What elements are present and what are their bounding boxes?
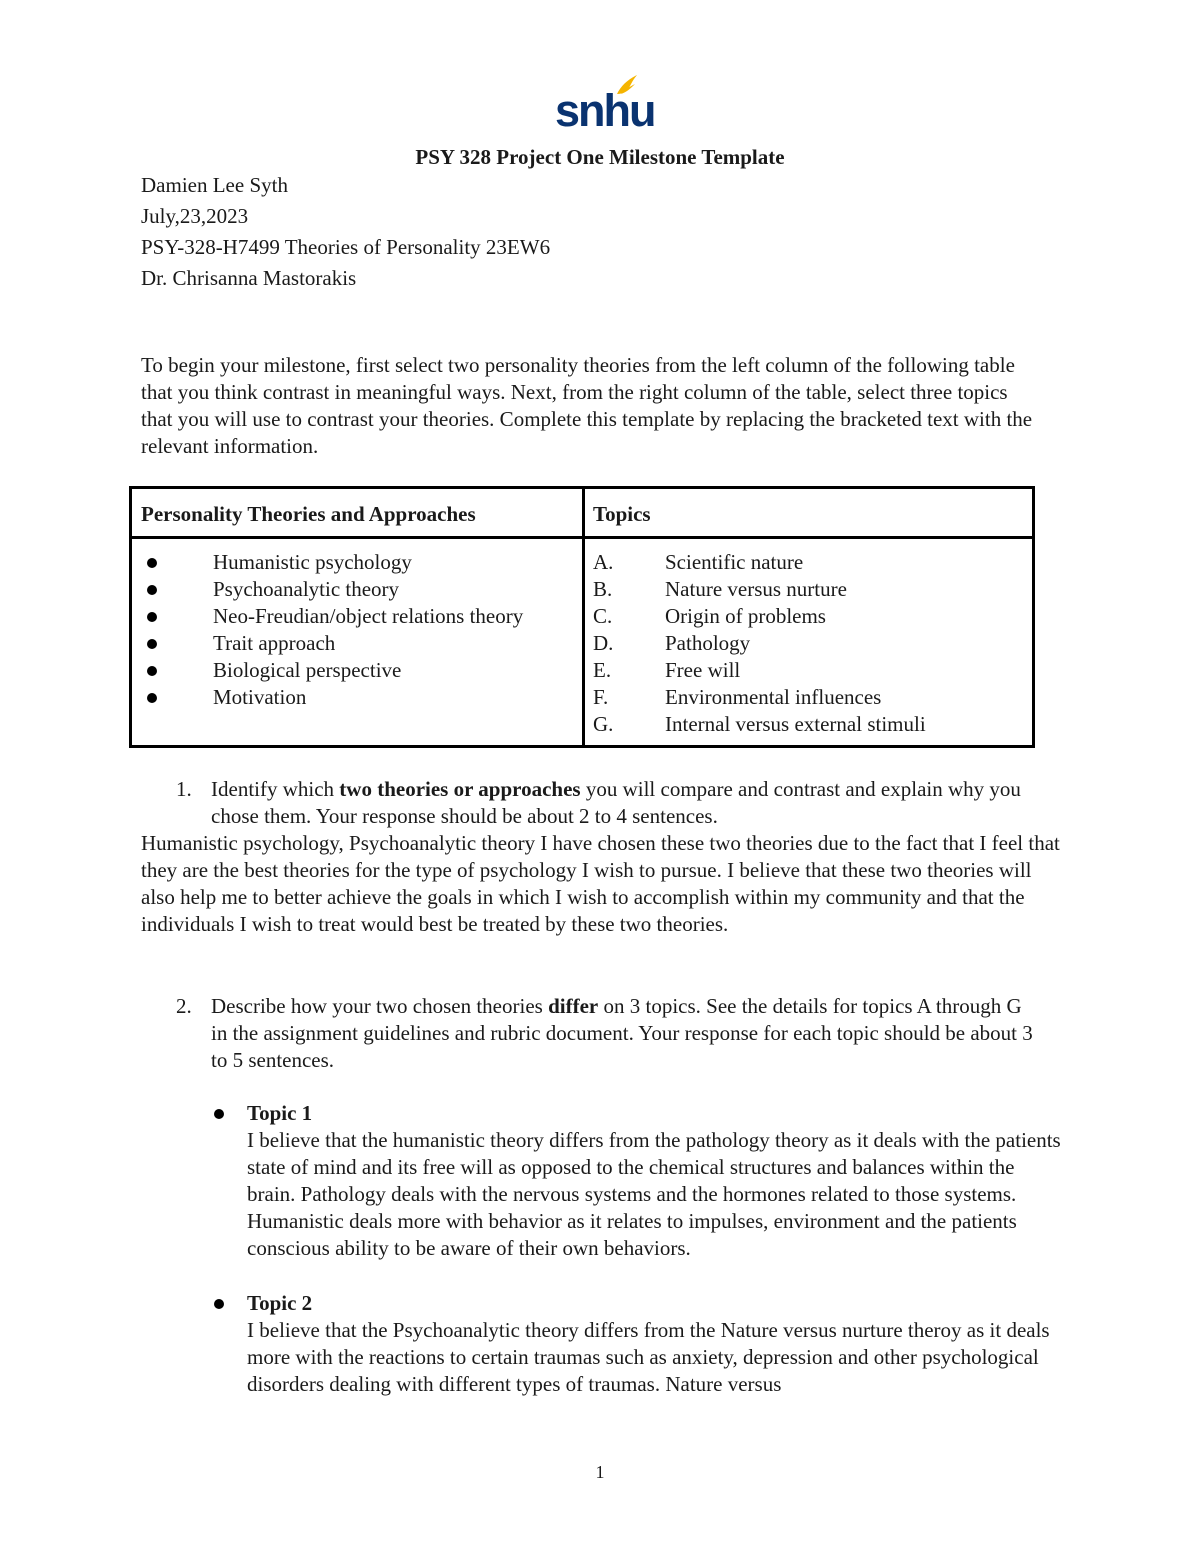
theories-topics-table: Personality Theories and Approaches Topics Humanistic psychology Psychoanalytic theory Neo-Freudian/object relations theory Trait approach Biological perspective Motivation A. Scientific nature B. Nature versus nurture C. Origin of problems D. Pathology E. Free will F. Environmental influences G. Internal versus external stimuli (129, 486, 1035, 748)
instructor-name: Dr. Chrisanna Mastorakis (141, 266, 357, 290)
topic-2 (211, 1290, 1061, 1398)
bullet-icon (147, 693, 157, 703)
question-text: Identify which two theories or approaches you will compare and contrast and explain why you chose them. Your response should be about 2 to 4 sentences. (211, 777, 1021, 828)
course-name: PSY-328-H7499 Theories of Personality 23EW6 (141, 235, 551, 259)
question-number: 2. (176, 994, 192, 1018)
table-header-theories: Personality Theories and Approaches (141, 502, 476, 526)
question-number: 1. (176, 777, 192, 801)
topic-label: Topic 1 (247, 1101, 313, 1125)
snhu-logo (555, 72, 655, 136)
author-name: Damien Lee Syth (141, 173, 288, 197)
topic-text: I believe that the humanistic theory differs from the pathology theory as it deals with the patients state of mind and its free will as opposed to the chemical structures and balances within the brain. Pathology deals with the nervous systems and the hormones related to those systems. Humanistic deals more with behavior as it relates to impulses, environment and the patients conscious ability to be aware of their own behaviors. (247, 1128, 1061, 1260)
topic-text: I believe that the Psychoanalytic theory differs from the Nature versus nurture theroy as it deals more with the reactions to certain traumas such as anxiety, depression and other psychological disorders dealing with different types of traumas. Nature versus (247, 1318, 1050, 1396)
table-divider-vertical (582, 489, 585, 745)
bullet-icon (147, 558, 157, 568)
author-block (141, 170, 550, 294)
question-text: Describe how your two chosen theories differ on 3 topics. See the details for topics A through G in the assignment guidelines and rubric document. Your response for each topic should be about 3 to 5 sentences. (211, 994, 1033, 1072)
date: July,23,2023 (141, 204, 249, 228)
logo-text: snhu (555, 85, 655, 136)
table-header-topics: Topics (593, 502, 651, 526)
table-divider-horizontal (132, 536, 1032, 539)
answer-1: Humanistic psychology, Psychoanalytic theory I have chosen these two theories due to the fact that I feel that they are the best theories for the type of psychology I wish to pursue. I believe that these two theories will also help me to better achieve the goals in which I wish to accomplish within my community and that the individuals I wish to treat would best be treated by these two theories. (141, 831, 1060, 936)
bullet-icon (147, 639, 157, 649)
question-2 (176, 993, 1036, 1074)
intro-paragraph: To begin your milestone, first select two personality theories from the left column of the following table that you think contrast in meaningful ways. Next, from the right column of the table, select three topics that you will use to contrast your theories. Complete this template by replacing the bracketed text with the relevant information. (141, 353, 1033, 458)
bullet-icon (147, 612, 157, 622)
bullet-icon (147, 666, 157, 676)
document-title: PSY 328 Project One Milestone Template (415, 145, 785, 169)
question-1 (176, 776, 1036, 830)
topic-label: Topic 2 (247, 1291, 313, 1315)
bullet-icon (214, 1299, 224, 1309)
page-number: 1 (595, 1462, 605, 1482)
bullet-icon (147, 585, 157, 595)
topic-1 (211, 1100, 1061, 1262)
bullet-icon (214, 1109, 224, 1119)
